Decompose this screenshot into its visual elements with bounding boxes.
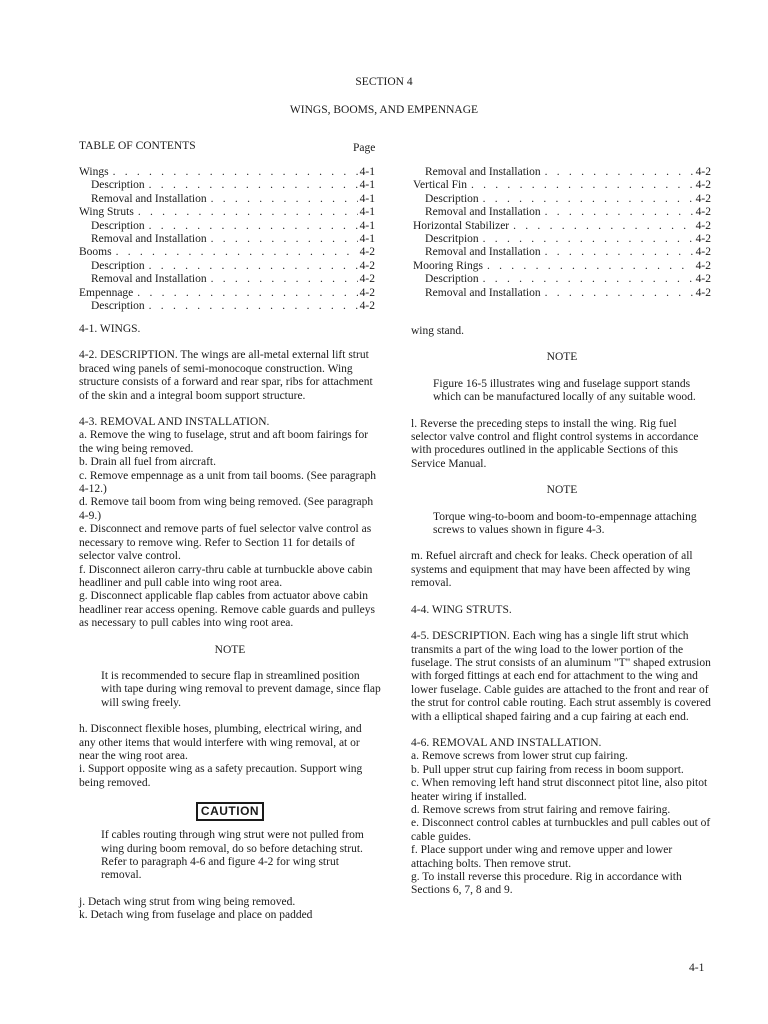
procedure-step: f. Disconnect aileron carry-thru cable at turnbuckle above cabin headliner and pull cable into wing root area. [79,563,373,589]
wings-description: 4-2. DESCRIPTION. The wings are all-metal external lift strut braced wing panels of semi-monocoque construction. Wing structure consists of a forward and rear spar, ribs for attachment of the skin and a integral boom support structure. [79,349,373,402]
procedure-step: b. Drain all fuel from aircraft. [79,456,216,469]
step-l: l. Reverse the preceding steps to install the wing. Rig fuel selector valve control and flight control systems in accordance with procedures outlined in the applicable Sections of this Service Manual. [411,417,699,470]
toc-entry-page: 4-1 [359,179,375,192]
wing-struts-description: 4-5. DESCRIPTION. Each wing has a single lift strut which transmits a part of the wing load to the lower portion of the fuselage. The strut consists of an aluminum "T" shaped extrusion with forged fittings at each end for attachment to the wing and lower fuselage. Cable guides are attached to the front and rear of the strut for control cable routing. Each strut assembly is covered with a elliptical shaped fairing and a cup fairing at each end. [411,630,711,723]
toc-entry-page: 4-1 [359,192,375,205]
caution-text: If cables routing through wing strut were not pulled from wing during boom removal, do so before detaching strut. Refer to paragraph 4-6 and figure 4-2 for wing strut removal. [101,829,364,882]
toc-leader-dots [207,273,358,286]
section-number: SECTION 4 [355,76,413,88]
toc-entry-page: 4-2 [695,179,711,192]
wing-removal-final-steps [79,896,381,923]
toc-entry [413,206,711,219]
toc-entry [79,287,375,300]
toc-leader-dots [145,220,358,233]
toc-entry [79,179,375,192]
toc-left-column [79,166,375,313]
toc-entry-page: 4-1 [359,219,375,232]
procedure-step: i. Support opposite wing as a safety precaution. Support wing being removed. [79,763,363,789]
procedure-step: e. Disconnect and remove parts of fuel selector valve control as necessary to remove wing. Refer to Section 11 for details of selector valve control. [79,523,372,563]
toc-leader-dots [479,273,694,286]
step-m: m. Refuel aircraft and check for leaks. Check operation of all systems and equipment that may have been affected by wing removal. [411,550,693,590]
toc-entry [413,246,711,259]
section-title: WINGS, BOOMS, AND EMPENNAGE [289,104,479,116]
toc-leader-dots [467,179,694,192]
wing-struts-heading: 4-4. WING STRUTS. [411,603,512,616]
toc-entry [413,220,711,233]
toc-entry-page: 4-2 [695,219,711,232]
toc-leader-dots [134,206,358,219]
toc-leader-dots [145,300,358,313]
toc-entry [413,179,711,192]
procedure-step: d. Remove screws from strut fairing and remove fairing. [411,803,671,816]
toc-entry-label: Description [91,179,145,192]
toc-entry-page: 4-2 [695,206,711,219]
toc-entry-label: Removal and Installation [91,273,207,286]
toc-entry-label: Description [91,259,145,272]
toc-entry [79,300,375,313]
toc-leader-dots [109,166,358,179]
toc-entry [413,260,711,273]
toc-entry-page: 4-1 [359,166,375,178]
toc-entry-page: 4-2 [695,192,711,205]
procedure-step: j. Detach wing strut from wing being removed. [79,895,296,908]
right-body-column [411,325,713,898]
toc-leader-dots [541,206,694,219]
toc-page-label: Page [353,142,376,154]
toc-entry-label: Removal and Installation [425,166,541,178]
toc-leader-dots [483,260,694,273]
toc-entry-page: 4-2 [359,246,375,259]
toc-leader-dots [541,246,694,259]
caution-label: CAUTION [196,802,264,821]
toc-entry [79,260,375,273]
toc-entry [79,233,375,246]
toc-entry-label: Removal and Installation [91,232,207,245]
toc-entry-page: 4-2 [695,259,711,272]
toc-entry [79,193,375,206]
toc-entry-label: Description [91,299,145,312]
wings-heading: 4-1. WINGS. [79,323,141,335]
toc-leader-dots [207,193,358,206]
toc-entry [413,273,711,286]
toc-entry-label: Booms [79,246,112,259]
toc-entry-label: Removal and Installation [425,246,541,259]
strut-removal-steps [411,750,713,897]
toc-leader-dots [207,233,358,246]
toc-entry-page: 4-1 [359,206,375,219]
toc-title: TABLE OF CONTENTS [79,140,196,152]
note-text: Figure 16-5 illustrates wing and fuselage support stands which can be manufactured locally of any suitable wood. [433,377,696,404]
procedure-step: c. When removing left hand strut disconnect pitot line, also pitot heater wiring if installed. [411,777,708,803]
toc-entry [413,166,711,179]
toc-leader-dots [112,246,358,259]
toc-entry [79,220,375,233]
procedure-step: c. Remove empennage as a unit from tail booms. (See paragraph 4-12.) [79,469,376,496]
procedure-step: a. Remove the wing to fuselage, strut and aft boom fairings for the wing being removed. [79,429,369,455]
toc-entry-page: 4-1 [359,232,375,245]
toc-entry [413,287,711,300]
note-label: NOTE [546,484,578,497]
toc-entry-label: Description [91,219,145,232]
toc-entry-page: 4-2 [695,166,711,178]
toc-leader-dots [145,179,358,192]
toc-entry [79,206,375,219]
procedure-step: g. Disconnect applicable flap cables from actuator above cabin headliner rear access opening. Remove cable guards and pulleys as necessary to pull cables into wing root area. [79,590,376,630]
procedure-step: e. Disconnect control cables at turnbuckles and pull cables out of cable guides. [411,817,711,843]
note-text: It is recommended to secure flap in streamlined position with tape during wing removal to prevent damage, since flap will swing freely. [101,669,381,709]
toc-entry-page: 4-2 [359,286,375,299]
toc-leader-dots [145,260,358,273]
toc-leader-dots [541,287,694,300]
toc-entry-label: Horizontal Stabilizer [413,219,510,232]
toc-entry-label: Descritpion [425,232,479,245]
wing-struts-removal-heading: 4-6. REMOVAL AND INSTALLATION. [411,736,602,749]
wing-removal-steps [79,429,381,630]
toc-entry [413,193,711,206]
toc-entry-page: 4-2 [359,299,375,312]
procedure-step: h. Disconnect flexible hoses, plumbing, electrical wiring, and any other items that would interfere with wing removal, at or near the wing root area. [79,723,362,762]
toc-entry-page: 4-2 [695,286,711,299]
toc-entry-page: 4-2 [695,232,711,245]
toc-leader-dots [133,287,357,300]
left-body-column [79,323,381,923]
toc-entry-label: Removal and Installation [425,286,541,299]
toc-entry [79,246,375,259]
page-number: 4-1 [689,962,705,974]
toc-leader-dots [479,193,694,206]
toc-entry-label: Removal and Installation [425,206,541,219]
note-label: NOTE [546,351,578,364]
note-text: Torque wing-to-boom and boom-to-empennage attaching screws to values shown in figure 4-3. [433,510,697,537]
continued-text: wing stand. [411,325,465,337]
wing-removal-steps-continued [79,723,381,790]
toc-entry [79,273,375,286]
procedure-step: g. To install reverse this procedure. Rig in accordance with Sections 6, 7, 8 and 9. [411,871,682,897]
toc-entry-label: Description [425,192,479,205]
procedure-step: k. Detach wing from fuselage and place on padded [79,909,313,922]
toc-leader-dots [479,233,694,246]
note-label: NOTE [214,643,246,656]
toc-leader-dots [541,166,694,179]
toc-entry-label: Wings [79,166,109,178]
toc-entry-label: Vertical Fin [413,179,467,192]
procedure-step: b. Pull upper strut cup fairing from recess in boom support. [411,763,684,776]
toc-right-column [413,166,711,300]
toc-entry-label: Removal and Installation [91,192,207,205]
toc-entry-page: 4-2 [695,273,711,286]
toc-entry-label: Mooring Rings [413,259,483,272]
procedure-step: a. Remove screws from lower strut cup fairing. [411,750,628,763]
toc-entry [79,166,375,179]
toc-entry-page: 4-2 [695,246,711,259]
toc-entry-page: 4-2 [359,259,375,272]
procedure-step: d. Remove tail boom from wing being removed. (See paragraph 4-9.) [79,496,374,522]
wings-removal-heading: 4-3. REMOVAL AND INSTALLATION. [79,416,270,429]
toc-entry [413,233,711,246]
toc-entry-label: Description [425,273,479,286]
toc-leader-dots [509,220,694,233]
toc-entry-page: 4-2 [359,273,375,286]
toc-entry-label: Empennage [79,286,134,299]
toc-entry-label: Wing Struts [79,206,134,219]
procedure-step: f. Place support under wing and remove upper and lower attaching bolts. Then remove strut. [411,844,673,870]
